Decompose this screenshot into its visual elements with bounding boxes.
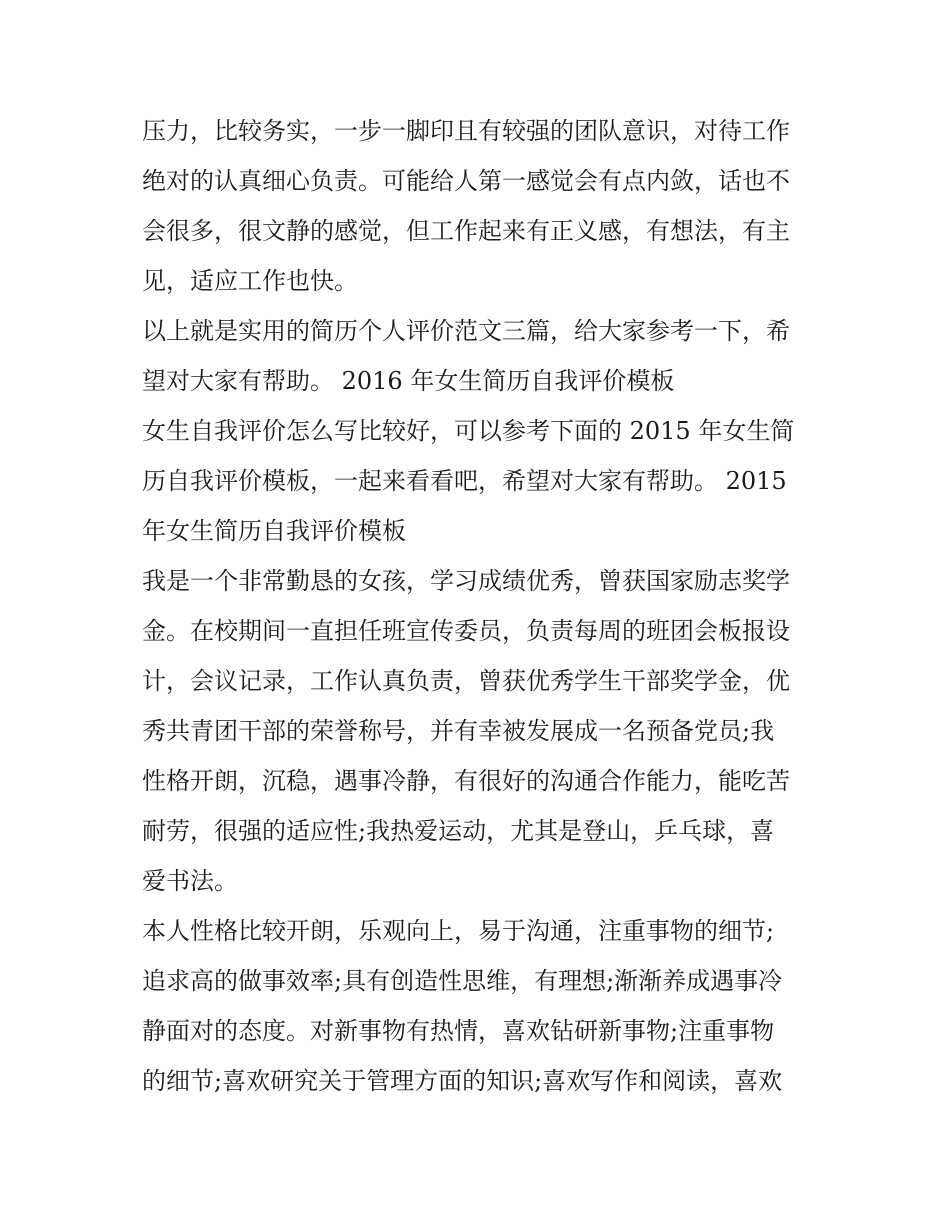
text-line: 历自我评价模板，一起来看看吧，希望对大家有帮助。 2015	[142, 467, 787, 495]
text-line: 女生自我评价怎么写比较好，可以参考下面的 2015 年女生简	[142, 417, 795, 445]
text-line: 秀共青团干部的荣誉称号，并有幸被发展成一名预备党员;我	[142, 717, 775, 745]
text-line: 会很多，很文静的感觉，但工作起来有正义感，有想法，有主	[142, 217, 790, 245]
text-line: 追求高的做事效率;具有创造性思维，有理想;渐渐养成遇事冷	[142, 967, 783, 995]
text-line: 年女生简历自我评价模板	[142, 517, 406, 545]
text-line: 静面对的态度。对新事物有热情，喜欢钻研新事物;注重事物	[142, 1017, 775, 1045]
text-line: 耐劳，很强的适应性;我热爱运动，尤其是登山，乒乓球，喜	[142, 817, 775, 845]
text-line: 绝对的认真细心负责。可能给人第一感觉会有点内敛，话也不	[142, 167, 790, 195]
text-line: 本人性格比较开朗，乐观向上，易于沟通，注重事物的细节;	[142, 917, 775, 945]
text-line: 爱书法。	[142, 867, 238, 895]
text-line: 性格开朗，沉稳，遇事冷静，有很好的沟通合作能力，能吃苦	[142, 767, 790, 795]
text-line: 望对大家有帮助。 2016 年女生简历自我评价模板	[142, 367, 675, 395]
text-line: 我是一个非常勤恳的女孩，学习成绩优秀，曾获国家励志奖学	[142, 567, 790, 595]
text-line: 见，适应工作也快。	[142, 267, 358, 295]
text-line: 以上就是实用的简历个人评价范文三篇，给大家参考一下，希	[142, 317, 790, 345]
text-line: 金。在校期间一直担任班宣传委员，负责每周的班团会板报设	[142, 617, 790, 645]
text-line: 计，会议记录，工作认真负责，曾获优秀学生干部奖学金，优	[142, 667, 790, 695]
document-body	[142, 106, 822, 1106]
text-line: 压力，比较务实，一步一脚印且有较强的团队意识，对待工作	[142, 117, 790, 145]
text-line: 的细节;喜欢研究关于管理方面的知识;喜欢写作和阅读，喜欢	[142, 1067, 783, 1095]
